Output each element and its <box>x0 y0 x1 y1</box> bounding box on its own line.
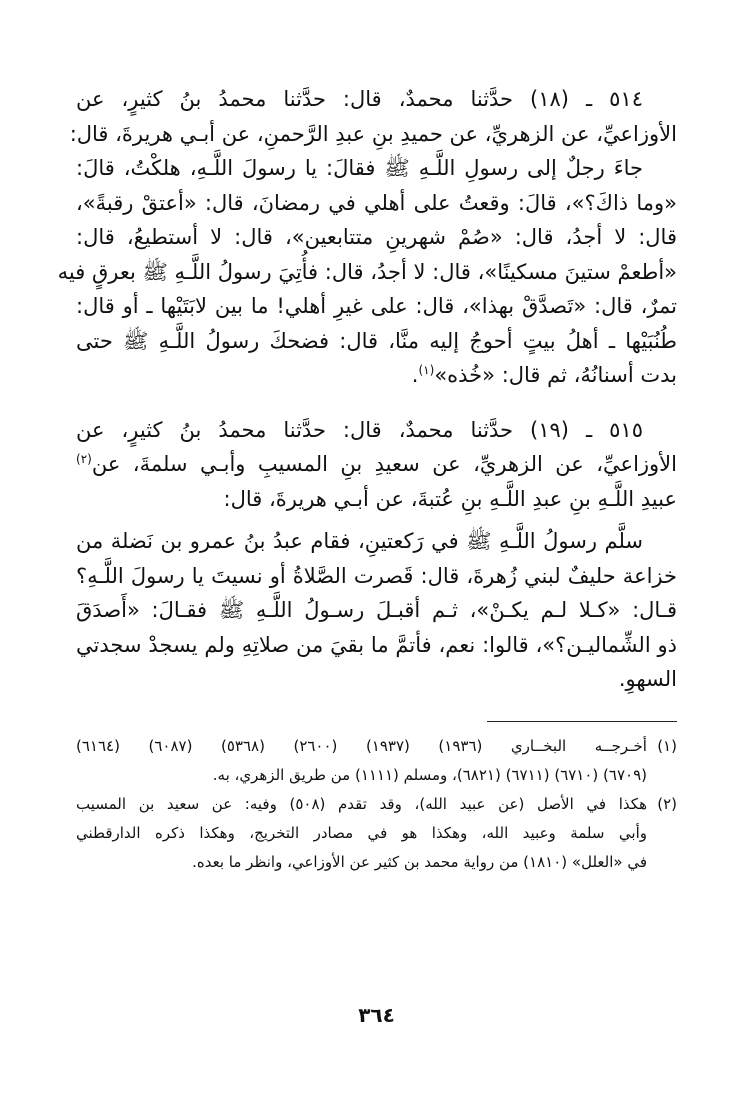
hadith-514-line-3: جاءَ رجلٌ إلى رسولِ اللَّـهِ ﷺ فقالَ: يا رسولَ اللَّـهِ، هلكْتُ، قالَ: <box>76 156 643 180</box>
footnotes <box>76 732 677 877</box>
hadith-514 <box>57 82 677 393</box>
hadith-515-matn-line-2: خزاعة حليفٌ لبني زُهرةَ، قال: قَصرت الصَّلاةُ أو نسيتَ يا رسولَ اللَّـهِ؟ <box>76 563 677 588</box>
hadith-514-line-5: قال: لا أجدُ، قال: «صُمْ شهرينِ متتابعين»، قال: لا أستطيعُ، قال: <box>76 225 677 249</box>
footnote-2-text-1: هكذا في الأصل (عن عبيد الله)، وقد تقدم (٥٠٨) وفيه: عن سعيد بن المسيب <box>76 794 647 813</box>
footnote-2-line-1 <box>76 790 677 819</box>
hadith-515-line-1: ٥١٥ ـ (١٩) حدَّثنا محمدٌ، قال: حدَّثنا محمدُ بنُ كثيرٍ، عن <box>76 417 643 442</box>
hadith-515-matn-line-5: السهوِ. <box>618 667 677 691</box>
hadith-514-line-1: ٥١٤ ـ (١٨) حدَّثنا محمدٌ، قال: حدَّثنا محمدُ بنُ كثيرٍ، عن <box>76 87 643 111</box>
footnote-1-number: (١) <box>657 736 677 755</box>
footnote-2-line-3: في «العلل» (١٨١٠) من رواية محمد بن كثير عن الأوزاعي، وانظر ما بعده. <box>192 852 647 871</box>
footnote-1-line-2: (٦٧٠٩) (٦٧١٠) (٦٧١١) (٦٨٢١)، ومسلم (١١١١) من طريق الزهري، به. <box>212 765 647 784</box>
hadith-515-line-3: عبيدِ اللَّـهِ بنِ عبدِ اللَّـهِ بنِ عُتبةَ، عن أبـي هريرةَ، قال: <box>223 486 677 511</box>
hadith-514-line-2: الأوزاعيِّ، عن الزهريِّ، عن حميدِ بنِ عبدِ الرَّحمنِ، عن أبـي هريرةَ، قال: <box>69 121 677 146</box>
hadith-515-matn-line-3: قـال: «كـلا لـم يكـنْ»، ثـم أقبـلَ رسـولُ اللَّـهِ ﷺ فقـالَ: «أَصدَقَ <box>76 598 677 622</box>
hadith-515-matn <box>76 524 677 697</box>
footnote-1-text-1: أخـرجــه البخــاري (١٩٣٦) (١٩٣٧) (٢٦٠٠) (٥٣٦٨) (٦٠٨٧) (٦١٦٤) <box>76 736 647 755</box>
hadith-515-line-2 <box>76 447 677 482</box>
footnote-1-line-1 <box>76 732 677 761</box>
main-text <box>57 82 677 697</box>
footnote-2-number: (٢) <box>657 794 677 813</box>
hadith-514-line-9: بدت أسنانُهُ، ثم قال: «خُذه»$^{(١)}$. <box>411 363 677 387</box>
hadith-515-line-2-text: الأوزاعيِّ، عن الزهريِّ، عن سعيدِ بنِ المسيبِ وأبـي سلمةَ، عن <box>91 452 677 476</box>
hadith-514-line-7: تمرٌ، قال: «تَصدَّقْ بهذا»، قال: على غيرِ أهلي! ما بين لابَتَيْها ـ أو قال: <box>76 294 677 318</box>
page-number: ٣٦٤ <box>358 1003 395 1027</box>
hadith-514-line-9-text: بدت أسنانُهُ، ثم قال: «خُذه» <box>434 363 677 387</box>
footnote-1 <box>76 732 677 790</box>
footnote-divider <box>487 721 677 722</box>
hadith-515-isnad <box>76 413 677 517</box>
hadith-514-line-6: «أطعمْ ستينَ مسكينًا»، قال: لا أجدُ، قال: فأُتِيَ رسولُ اللَّـهِ ﷺ بعرقٍ فيه <box>57 259 677 284</box>
hadith-514-line-8: طُنُبَيْها ـ أهلُ بيتٍ أحوجُ إليه منَّا، قال: فضحكَ رسولُ اللَّـهِ ﷺ حتى <box>76 328 677 353</box>
hadith-514-line-4: «وما ذاكَ؟»، قالَ: وقعتُ على أهلي في رمضانَ، قال: «أعتقْ رقبةً»، <box>76 190 677 215</box>
hadith-515-matn-line-4: ذو الشِّماليـن؟»، قالوا: نعم، فأتمَّ ما بقيَ من صلاتِهِ ولم يسجدْ سجدتي <box>76 632 677 657</box>
hadith-515-matn-line-1: سلَّم رسولُ اللَّـهِ ﷺ في رَكعتينِ، فقام عبدُ بنُ عمرو بن نَضلة من <box>76 529 643 553</box>
footnote-2-line-2: وأبي سلمة وعبيد الله، وهكذا هو في مصادر التخريج، وهكذا ذكره الدارقطني <box>76 823 647 842</box>
footnote-ref-2[interactable]: (٢) <box>76 452 92 466</box>
footnote-ref-1[interactable]: (١) <box>418 363 435 377</box>
footnote-2 <box>76 790 677 877</box>
